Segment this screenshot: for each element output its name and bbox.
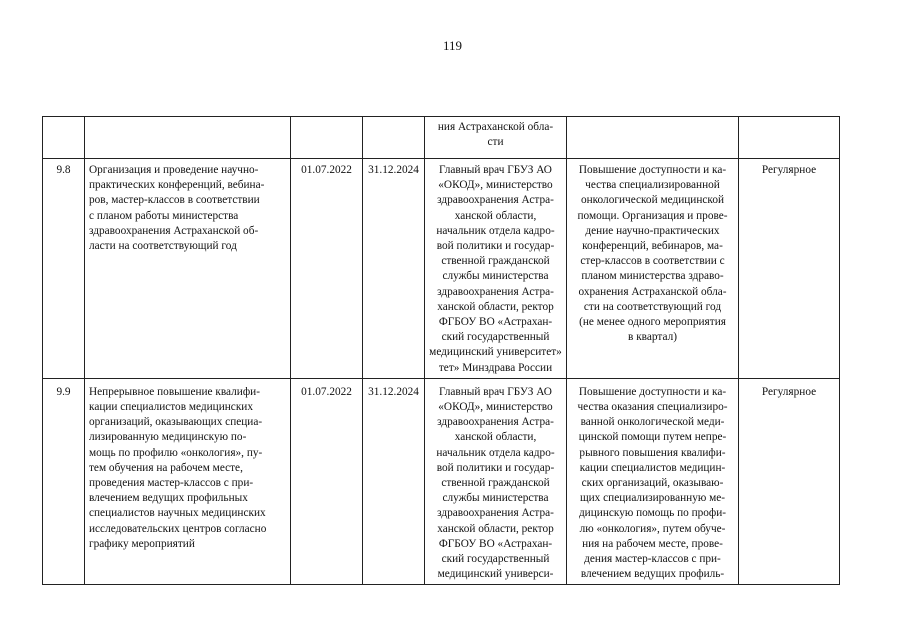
row-number-cell: 9.8 bbox=[43, 159, 85, 379]
event-cell: Организация и проведение научно- практических конференций, вебина- ров, мастер-классов в соответствии с планом работы министерства здравоохранения Астраханской об- ласти на соответствующий год bbox=[89, 164, 265, 253]
start-date-cell: 01.07.2022 bbox=[291, 159, 363, 379]
result-cell: Повышение доступности и ка- чества специализированной онкологической медицинской помощи. Организация и прове- дение научно-практических конференций, вебинаров, ма- стер-классов в соответствии с планом министерства здраво- охранения Астраханской обла- сти на соответствующий год (не менее одного мероприятия в квартал) bbox=[577, 164, 728, 344]
responsible-cell: Главный врач ГБУЗ АО «ОКОД», министерство здравоохранения Астра- ханской области, начальник отдела кадро- вой политики и государ- ственной гражданской службы министерства здравоохранения Астра- ханской области, ректор ФГБОУ ВО «Астрахан- ский государственный медицинский универси- bbox=[436, 385, 555, 581]
end-date-cell bbox=[363, 117, 425, 159]
responsible-cell: Главный врач ГБУЗ АО «ОКОД», министерство здравоохранения Астра- ханской области, начальник отдела кадро- вой политики и государ- ственной гражданской службы министерства здравоохранения Астра- ханской области, ректор ФГБОУ ВО «Астрахан- ский государственный медицинский университет» тет» Минздрава России bbox=[429, 164, 562, 374]
page-number: 119 bbox=[442, 38, 463, 53]
result-cell: Повышение доступности и ка- чества оказания специализиро- ванной онкологической меди- цинской помощи путем непре- рывного повышения квалифи- кации специалистов медицин- ских организаций, оказываю- щих специализированную ме- дицинскую помощь по профи- лю «онкология», путем обуче- ния на рабочем месте, прове- дения мастер-классов с при- влечением ведущих профиль- bbox=[577, 385, 728, 581]
event-cell: Непрерывное повышение квалифи- кации специалистов медицинских организаций, оказывающих специа- лизированную медицинскую по- мощь по профилю «онкология», пу- тем обучения на рабочем месте, проведения мастер-классов с при- влечением ведущих профильных специалистов научных медицинских исследовательских центров согласно графику мероприятий bbox=[89, 385, 267, 550]
periodicity-cell: Регулярное bbox=[739, 159, 840, 379]
responsible-cell: ния Астраханской обла- сти bbox=[437, 121, 554, 149]
start-date-cell: 01.07.2022 bbox=[291, 378, 363, 585]
table-row bbox=[43, 117, 840, 159]
measures-table bbox=[42, 116, 840, 585]
row-number-cell bbox=[43, 117, 85, 159]
event-cell bbox=[85, 117, 291, 159]
result-cell bbox=[567, 117, 739, 159]
periodicity-cell bbox=[739, 117, 840, 159]
periodicity-cell: Регулярное bbox=[739, 378, 840, 585]
table-row bbox=[43, 378, 840, 585]
table-row bbox=[43, 159, 840, 379]
start-date-cell bbox=[291, 117, 363, 159]
end-date-cell: 31.12.2024 bbox=[363, 159, 425, 379]
row-number-cell: 9.9 bbox=[43, 378, 85, 585]
end-date-cell: 31.12.2024 bbox=[363, 378, 425, 585]
